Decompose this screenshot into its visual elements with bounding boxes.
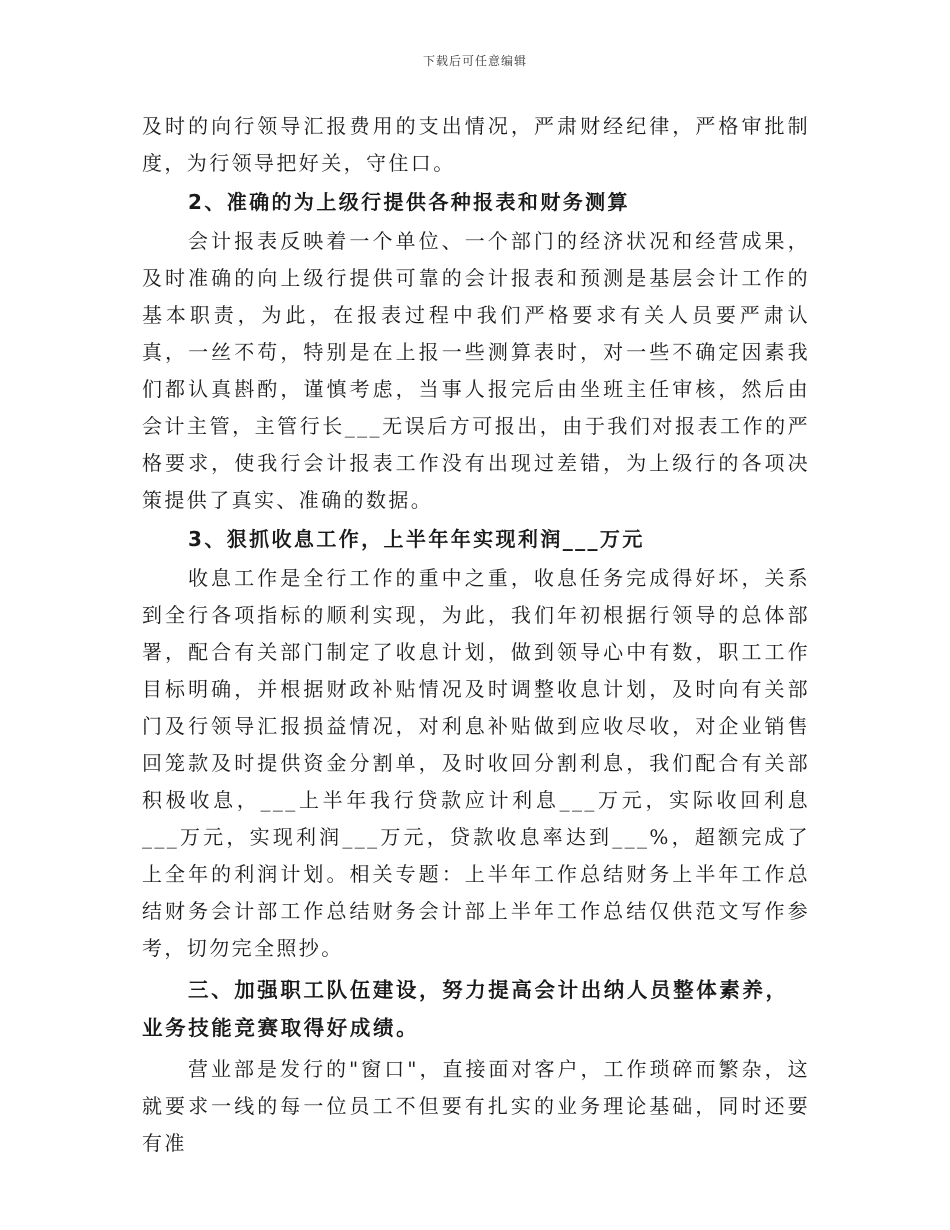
page-header: 下载后可任意编辑: [422, 54, 527, 68]
paragraph-continued: 及时的向行领导汇报费用的支出情况，严肃财经纪律，严格审批制度，为行领导把好关，守住口。: [142, 114, 810, 175]
paragraph-reports: 会计报表反映着一个单位、一个部门的经济状况和经营成果，及时准确的向上级行提供可靠的会计报表和预测是基层会计工作的基本职责，为此，在报表过程中我们严格要求有关人员要严肃认真，一丝不苟，特别是在上报一些测算表时，对一些不确定因素我们都认真斟酌，谨慎考虑，当事人报完后由坐班主任审核，然后由会计主管，主管行长___无误后方可报出，由于我们对报表工作的严格要求，使我行会计报表工作没有出现过差错，为上级行的各项决策提供了真实、准确的数据。: [142, 229, 810, 512]
document-body: [142, 108, 810, 1162]
section-heading-2: 2、准确的为上级行提供各种报表和财务测算: [188, 190, 630, 214]
paragraph-interest: 收息工作是全行工作的重中之重，收息任务完成得好坏，关系到全行各项指标的顺利实现，为此，我们年初根据行领导的总体部署，配合有关部门制定了收息计划，做到领导心中有数，职工工作目标明确，并根据财政补贴情况及时调整收息计划，及时向有关部门及行领导汇报损益情况，对利息补贴做到应收尽收，对企业销售回笼款及时提供资金分割单，及时收回分割利息，我们配合有关部积极收息，___上半年我行贷款应计利息___万元，实际收回利息___万元，实现利润___万元，贷款收息率达到___%，超额完成了上全年的利润计划。相关专题：上半年工作总结财务上半年工作总结财务会计部工作总结财务会计部上半年工作总结仅供范文写作参考，切勿完全照抄。: [142, 566, 810, 960]
paragraph-business-dept: 营业部是发行的"窗口"，直接面对客户，工作琐碎而繁杂，这就要求一线的每一位员工不但要有扎实的业务理论基础，同时还要有准: [142, 1057, 810, 1155]
section-heading-3: 3、狠抓收息工作，上半年年实现利润___万元: [188, 527, 645, 551]
section-heading-three: 三、加强职工队伍建设，努力提高会计出纳人员整体素养，业务技能竞赛取得好成绩。: [142, 978, 789, 1040]
